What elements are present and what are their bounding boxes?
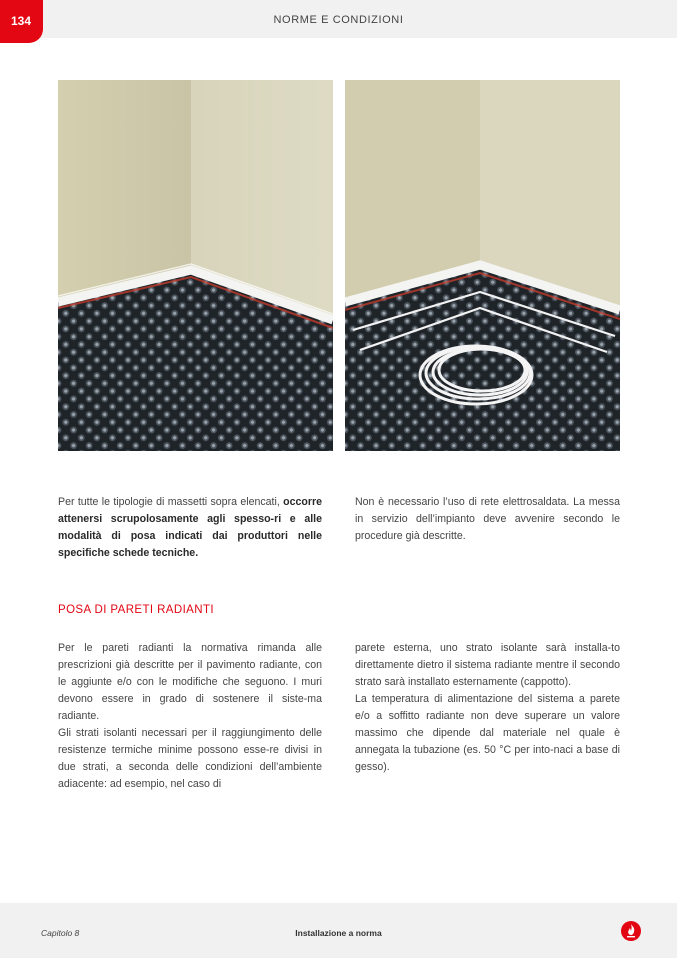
section-right-paragraph-1: parete esterna, uno strato isolante sarà installa-to direttamente dietro il sistema radiante mentre il secondo strato sarà installato esternamente (cappotto). — [355, 642, 620, 688]
header-title: NORME E CONDIZIONI — [273, 14, 404, 26]
flame-logo-icon — [621, 921, 641, 941]
section-left-paragraph-2: Gli strati isolanti necessari per il raggiungimento delle resistenze termiche minime possono esse-re divisi in due strati, a seconda delle condizioni dell’ambiente adiacente: ad esempio, nel caso di — [58, 727, 322, 790]
section-right-column — [355, 640, 620, 776]
photo-floor-panel-with-pipe — [345, 80, 620, 451]
page-number: 134 — [0, 0, 43, 43]
intro-right-text: Non è necessario l’uso di rete elettrosaldata. La messa in servizio dell’impianto deve avvenire secondo le procedure già descritte. — [355, 496, 620, 542]
section-left-paragraph-1: Per le pareti radianti la normativa rimanda alle prescrizioni già descritte per il pavimento radiante, con le aggiunte e/o con le modifiche che seguono. I muri devono essere in grado di sostenere il siste-ma radiante. — [58, 642, 322, 722]
intro-left-column — [58, 494, 322, 562]
intro-left-bold-text: occorre attenersi scrupolosamente agli spesso-ri e alle modalità di posa indicati dai produttori nelle specifiche schede tecniche. — [58, 496, 322, 559]
page-header — [0, 0, 677, 38]
section-title: POSA DI PARETI RADIANTI — [58, 604, 214, 616]
photo-floor-panel — [58, 80, 333, 451]
page-footer — [0, 903, 677, 958]
footer-section-name: Installazione a norma — [295, 928, 382, 938]
section-right-paragraph-2: La temperatura di alimentazione del sistema a parete e/o a soffitto radiante non deve superare un valore massimo che dipende dal materiale nel quale è annegata la tubazione (es. 50 °C per into-naci a base di gesso). — [355, 693, 620, 773]
section-left-column — [58, 640, 322, 793]
intro-left-text: Per tutte le tipologie di massetti sopra elencati, — [58, 496, 284, 508]
footer-chapter: Capitolo 8 — [41, 928, 80, 938]
intro-right-column — [355, 494, 620, 545]
